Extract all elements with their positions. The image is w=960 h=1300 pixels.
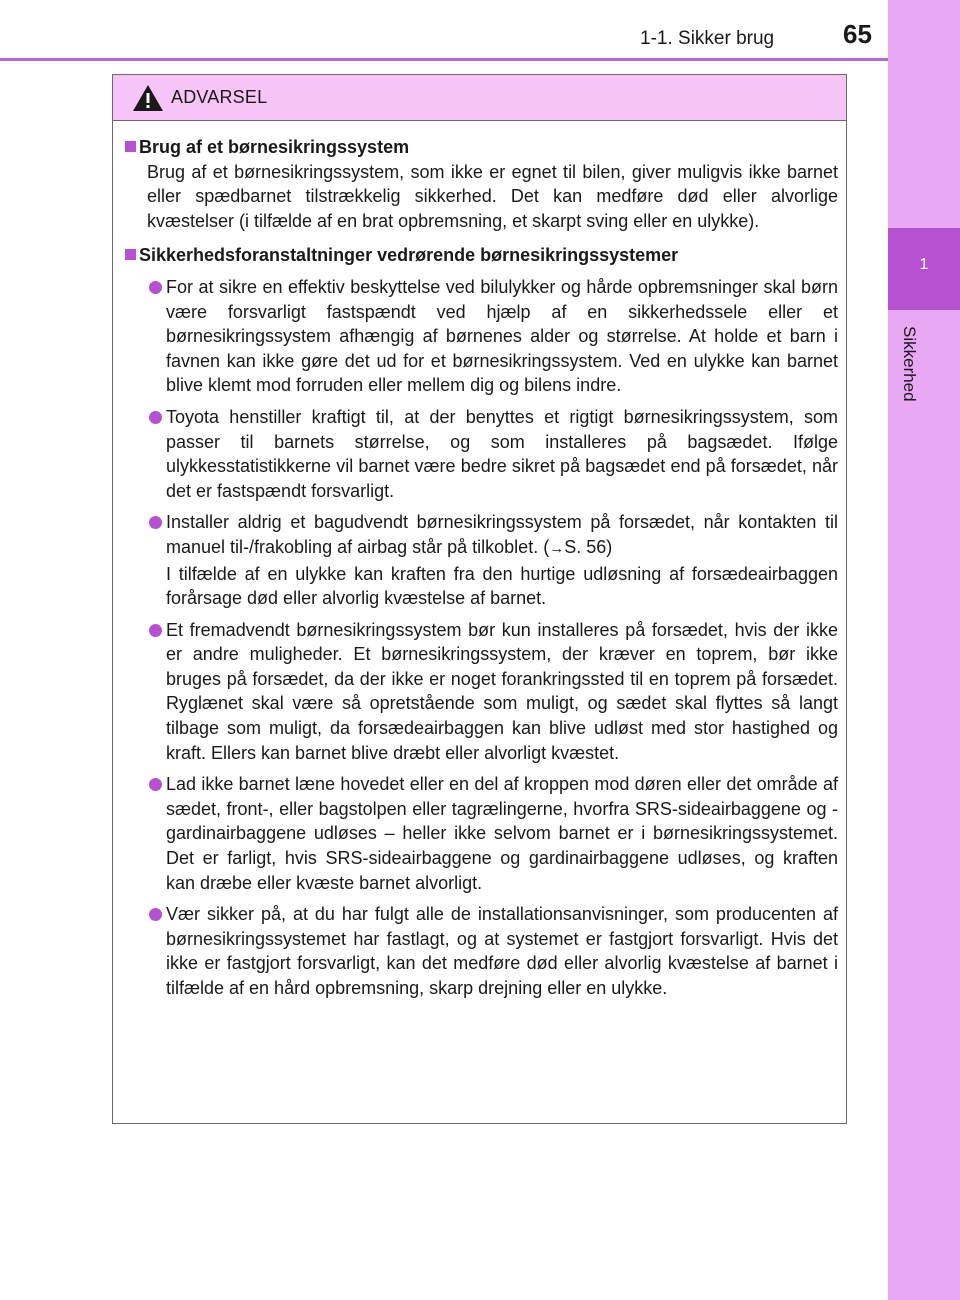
round-bullet-icon	[149, 624, 162, 637]
list-item	[123, 510, 838, 610]
page-number: 65	[843, 19, 872, 49]
list-item	[123, 772, 838, 895]
square-bullet-icon	[125, 141, 136, 152]
list-item-text: Toyota henstiller kraftigt til, at der benyttes et rigtigt børnesikringssystem, som passer til barnets størrelse, og som installeres på bagsædet. Ifølge ulykkesstatistikkerne vil barnet være bedre sikret på bagsædet end på forsædet, når det er fastspændt forsvarligt.	[166, 406, 838, 501]
square-bullet-icon	[125, 249, 136, 260]
list-item	[123, 618, 838, 766]
chapter-label: Sikkerhed	[900, 326, 919, 402]
list-item-text: Vær sikker på, at du har fulgt alle de installationsanvisninger, som producenten af børnesikringssystemet har fastlagt, og at systemet er fastgjort forsvarligt. Hvis det ikke er fastgjort forsvarligt, kan det medføre død eller alvorlig kvæstelse af barnet i tilfælde af en hård opbremsning, skarp drejning eller en ulykke.	[166, 904, 838, 998]
list-item-text: Et fremadvendt børnesikringssystem bør kun installeres på forsædet, hvis der ikke er andre muligheder. Et børnesikringssystem, der kræver en toprem, bør ikke bruges på forsædet, da der ikke er noget forankringssted til en toprem på forsædet. Ryglænet skal være så opretstående som muligt, og sædet skal flyttes så langt tilbage som muligt, da forsædeairbaggen kan blive udløst med stor hastighed og kraft. Ellers kan barnet blive dræbt eller alvorligt kvæstet.	[166, 619, 838, 763]
page-reference-open: (	[543, 536, 550, 557]
chapter-number: 1	[919, 256, 929, 273]
round-bullet-icon	[149, 908, 162, 921]
round-bullet-icon	[149, 516, 162, 529]
list-item	[123, 405, 838, 503]
list-item	[123, 275, 838, 398]
warning-title: ADVARSEL	[171, 87, 268, 107]
section-heading	[123, 243, 838, 268]
list-item-text: Lad ikke barnet læne hovedet eller en del af kroppen mod døren eller det område af sædet, front-, eller bagstolpen eller tagrælingerne, hvorfra SRS-sideairbaggene og -gardinairbaggene udløses – heller ikke selvom barnet er i børnesikringssystemet. Det er farligt, hvis SRS-sideairbaggene og gardinairbaggene udløses, og kraften kan dræbe eller kvæste barnet alvorligt.	[166, 774, 838, 893]
header-rule	[0, 58, 888, 61]
side-strip	[888, 0, 960, 1300]
round-bullet-icon	[149, 778, 162, 791]
round-bullet-icon	[149, 411, 162, 424]
section-heading-text: Brug af et børnesikringssystem	[139, 137, 410, 157]
round-bullet-icon	[149, 281, 162, 294]
list-item	[123, 902, 838, 1000]
warning-content	[113, 135, 846, 1001]
section-paragraph: Brug af et børnesikringssystem, som ikke er egnet til bilen, giver muligvis ikke barnet eller spædbarnet tilstrækkelig sikkerhed. Det kan medføre død eller alvorlige kvæstelser (i tilfælde af en brat opbremsning, et skarpt sving eller en ulykke).	[147, 161, 838, 231]
list-item-text: Installer aldrig et bagudvendt børnesikringssystem på forsædet, når kontakten til manuel til-/frakobling af airbag står på tilkoblet.	[166, 512, 838, 557]
page-reference[interactable]: S. 56)	[564, 536, 613, 557]
section-title: 1-1. Sikker brug	[640, 28, 775, 49]
warning-box	[112, 74, 847, 1124]
warning-triangle-icon	[132, 84, 164, 112]
section-heading-text: Sikkerhedsforanstaltninger vedrørende børnesikringssystemer	[139, 245, 679, 266]
list-item-text: For at sikre en effektiv beskyttelse ved bilulykker og hårde opbremsninger skal børn være forsvarligt fastspændt ved hjælp af en sikkerhedssele eller et børnesikringssystem afhængig af børnenes alder og størrelse. At holde et barn i favnen kan ikke gøre det ud for et børnesikringssystem. Ved en ulykke kan barnet blive klemt mod forruden eller mellem dig og bilens indre.	[166, 276, 838, 396]
arrow-right-icon: →	[549, 539, 565, 557]
section-heading	[123, 135, 838, 160]
list-item-extra-text: I tilfælde af en ulykke kan kraften fra den hurtige udløsning af forsædeairbaggen forårsage død eller alvorlig kvæstelse af barnet.	[166, 563, 838, 609]
warning-header	[113, 75, 846, 121]
